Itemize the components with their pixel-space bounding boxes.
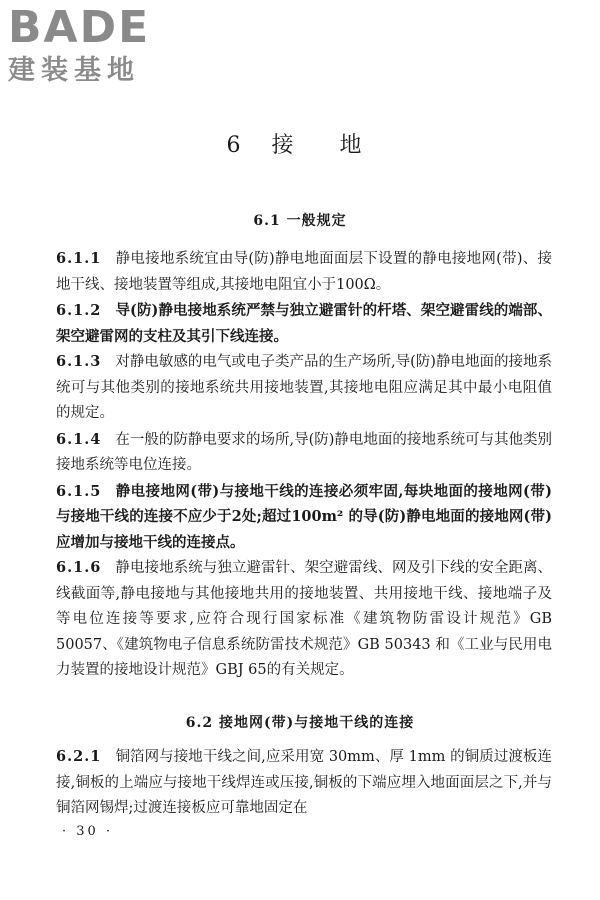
clause-text: 静电接地系统与独立避雷针、架空避雷线、网及引下线的安全距离、线截面等,静电接地与其他接地共用的接地装置、共用接地干线、接地端子及等电位连接等要求,应符合现行国家标准《建筑物防雷设计规范》GB 50057、《建筑物电子信息系统防雷技术规范》GB 50343 和《工业与民用电力装置的接地设计规范》GBJ 65的有关规定。 (56, 560, 552, 678)
section-6-2-body (56, 744, 552, 822)
clause-6-1-2 (56, 298, 552, 349)
logo (8, 2, 178, 86)
logo-subtitle: 建装基地 (8, 55, 140, 86)
section-6-1-body (56, 246, 552, 684)
clause-6-2-1 (56, 744, 552, 822)
page-number: · 30 · (62, 824, 114, 839)
clause-text: 铜箔网与接地干线之间,应采用宽 30mm、厚 1mm 的铜质过渡板连接,铜板的上端应与接地干线焊连或压接,铜板的下端应埋入地面面层之下,并与铜箔网锡焊;过渡连接板应可靠地固定在 (56, 749, 552, 816)
clause-text: 在一般的防静电要求的场所,导(防)静电地面的接地系统可与其他类别接地系统等电位连接。 (56, 431, 552, 473)
clause-number: 6.1.4 (56, 430, 102, 448)
clause-number: 6.1.3 (56, 353, 102, 370)
clause-number: 6.1.6 (56, 559, 102, 576)
section-title-6-2: 6.2 接地网(带)与接地干线的连接 (185, 715, 415, 731)
clause-text: 静电接地系统宜由导(防)静电地面面层下设置的静电接地网(带)、接地干线、接地装置等组成,其接地电阻宜小于100Ω。 (56, 251, 552, 293)
clause-6-1-5 (56, 479, 552, 556)
clause-6-1-4 (56, 427, 552, 479)
clause-text: 对静电敏感的电气或电子类产品的生产场所,导(防)静电地面的接地系统可与其他类别的接地系统共用接地装置,其接地电阻应满足其中最小电阻值的规定。 (56, 354, 552, 421)
logo-wordmark: BADE (8, 2, 151, 53)
clause-text: 静电接地网(带)与接地干线的连接必须牢固,每块地面的接地网(带)与接地干线的连接不应少于2处;超过100m² 的导(防)静电地面的接地网(带)应增加与接地干线的连接点。 (56, 482, 552, 551)
clause-number: 6.1.2 (56, 302, 102, 319)
clause-text: 导(防)静电接地系统严禁与独立避雷针的杆塔、架空避雷线的端部、架空避雷网的支柱及其引下线连接。 (56, 302, 552, 345)
clause-number: 6.1.5 (56, 482, 102, 500)
clause-number: 6.2.1 (56, 748, 102, 765)
clause-6-1-1 (56, 246, 552, 298)
clause-6-1-3 (56, 349, 552, 427)
clause-6-1-6 (56, 555, 552, 684)
chapter-title: 6 接 地 (226, 133, 374, 158)
section-title-6-1: 6.1 一般规定 (253, 213, 347, 229)
clause-number: 6.1.1 (56, 250, 102, 267)
